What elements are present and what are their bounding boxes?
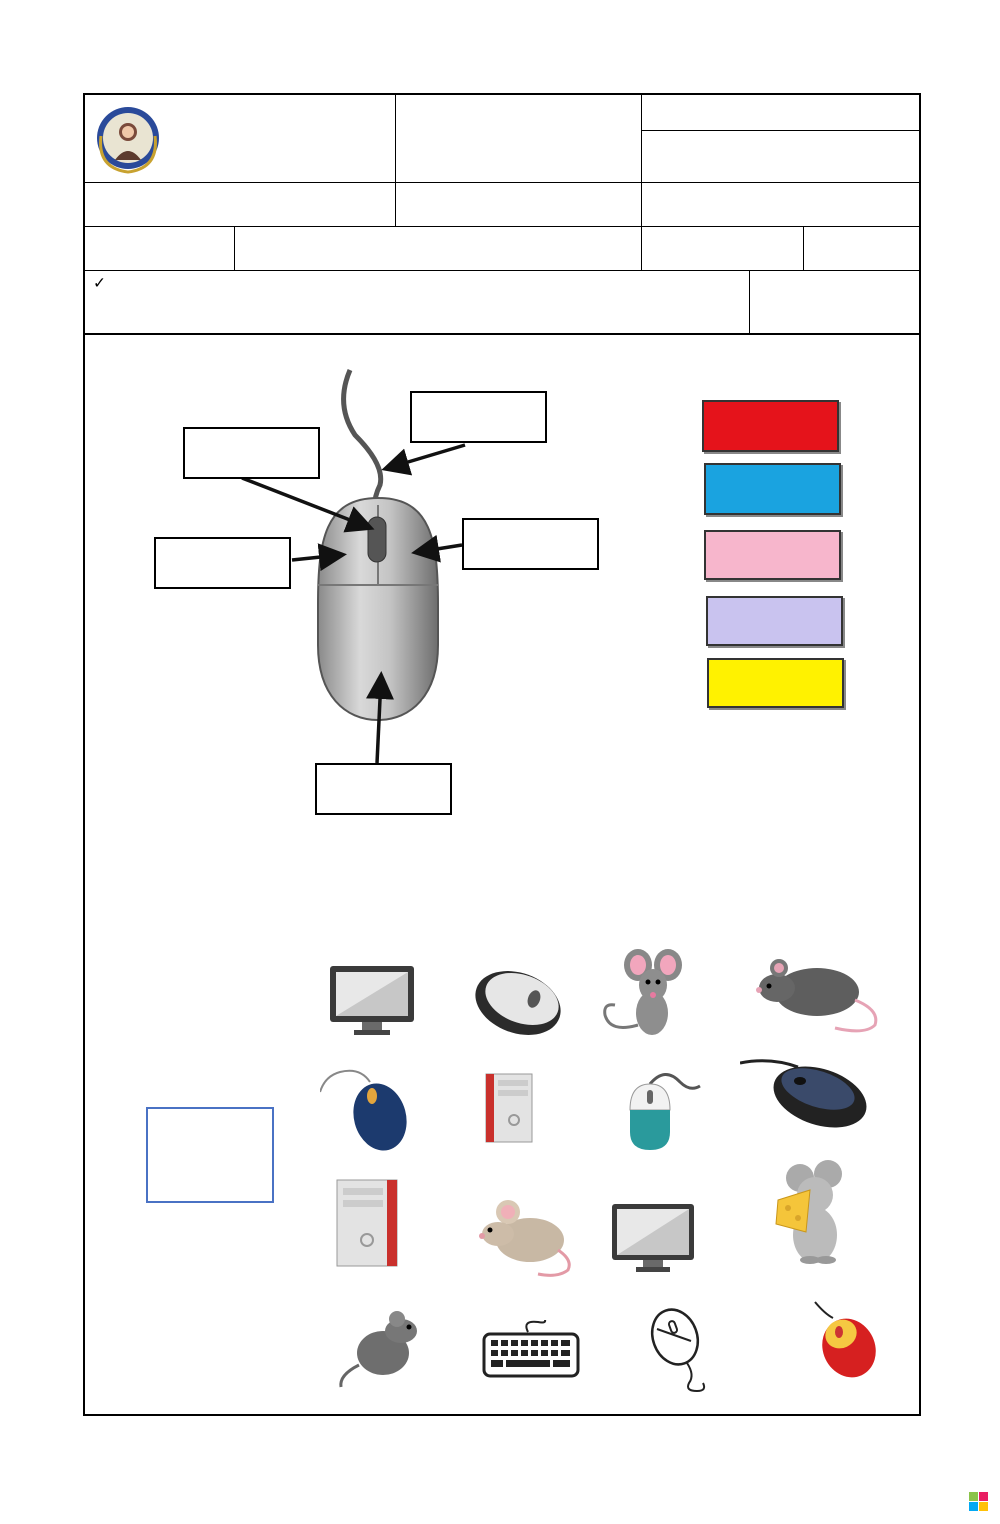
liveworksheets-logo <box>969 1492 992 1511</box>
computer-mouse-red-icon <box>805 1300 881 1380</box>
tag-shell[interactable] <box>707 658 844 708</box>
paperclip-border-left <box>55 88 77 1433</box>
check-icon: ✓ <box>93 275 106 292</box>
header-table <box>83 93 921 335</box>
computer-mouse-outline-icon <box>645 1305 723 1395</box>
grade-cell <box>750 271 921 335</box>
teacher-cell <box>642 183 921 227</box>
version-cell <box>642 95 921 131</box>
mouse-scroll-wheel <box>368 517 386 562</box>
area-cell <box>85 183 396 227</box>
tag-scroll[interactable] <box>704 530 841 580</box>
gray-rat-standing-icon <box>335 1305 425 1390</box>
school-crest-icon <box>95 98 161 178</box>
computer-mouse-white-icon <box>470 965 566 1041</box>
exam-title <box>396 95 642 183</box>
cpu-tower-icon <box>482 1072 538 1144</box>
indicator-cell <box>85 271 750 335</box>
tag-left-button[interactable] <box>704 463 841 515</box>
sheet-cell <box>804 227 921 271</box>
course-cell <box>642 227 804 271</box>
code-cell[interactable] <box>85 227 235 271</box>
paperclip-border-top <box>55 42 945 82</box>
keyboard-icon <box>482 1320 580 1380</box>
drop-box-right-button[interactable] <box>462 518 599 570</box>
computer-mouse-blue-icon <box>320 1062 415 1152</box>
brown-mouse-animal-icon <box>478 1190 578 1280</box>
school-logo-cell <box>85 95 396 183</box>
gray-rat-icon <box>755 950 880 1035</box>
student-cell[interactable] <box>235 227 642 271</box>
monitor-small-icon <box>610 1202 696 1274</box>
mouse-count-input[interactable] <box>146 1107 274 1203</box>
cartoon-rat-icon <box>600 945 700 1040</box>
paperclip-border-bottom <box>55 1440 945 1480</box>
drop-box-cable[interactable] <box>410 391 547 443</box>
drop-box-scroll[interactable] <box>183 427 320 479</box>
tag-right-button[interactable] <box>702 400 839 452</box>
computer-mouse-teal-icon <box>620 1070 705 1155</box>
cpu-tower-large-icon <box>333 1178 403 1270</box>
subject-cell <box>396 183 642 227</box>
drop-box-shell[interactable] <box>315 763 452 815</box>
date-cell <box>642 131 921 183</box>
drop-box-left-button[interactable] <box>154 537 291 589</box>
liveworksheets-mark-icon <box>969 1492 988 1511</box>
computer-mouse-dark-icon <box>740 1055 870 1135</box>
monitor-icon <box>328 964 416 1038</box>
paperclip-border-right <box>925 88 947 1433</box>
tag-cable[interactable] <box>706 596 843 646</box>
cartoon-mouse-cheese-icon <box>770 1160 862 1270</box>
